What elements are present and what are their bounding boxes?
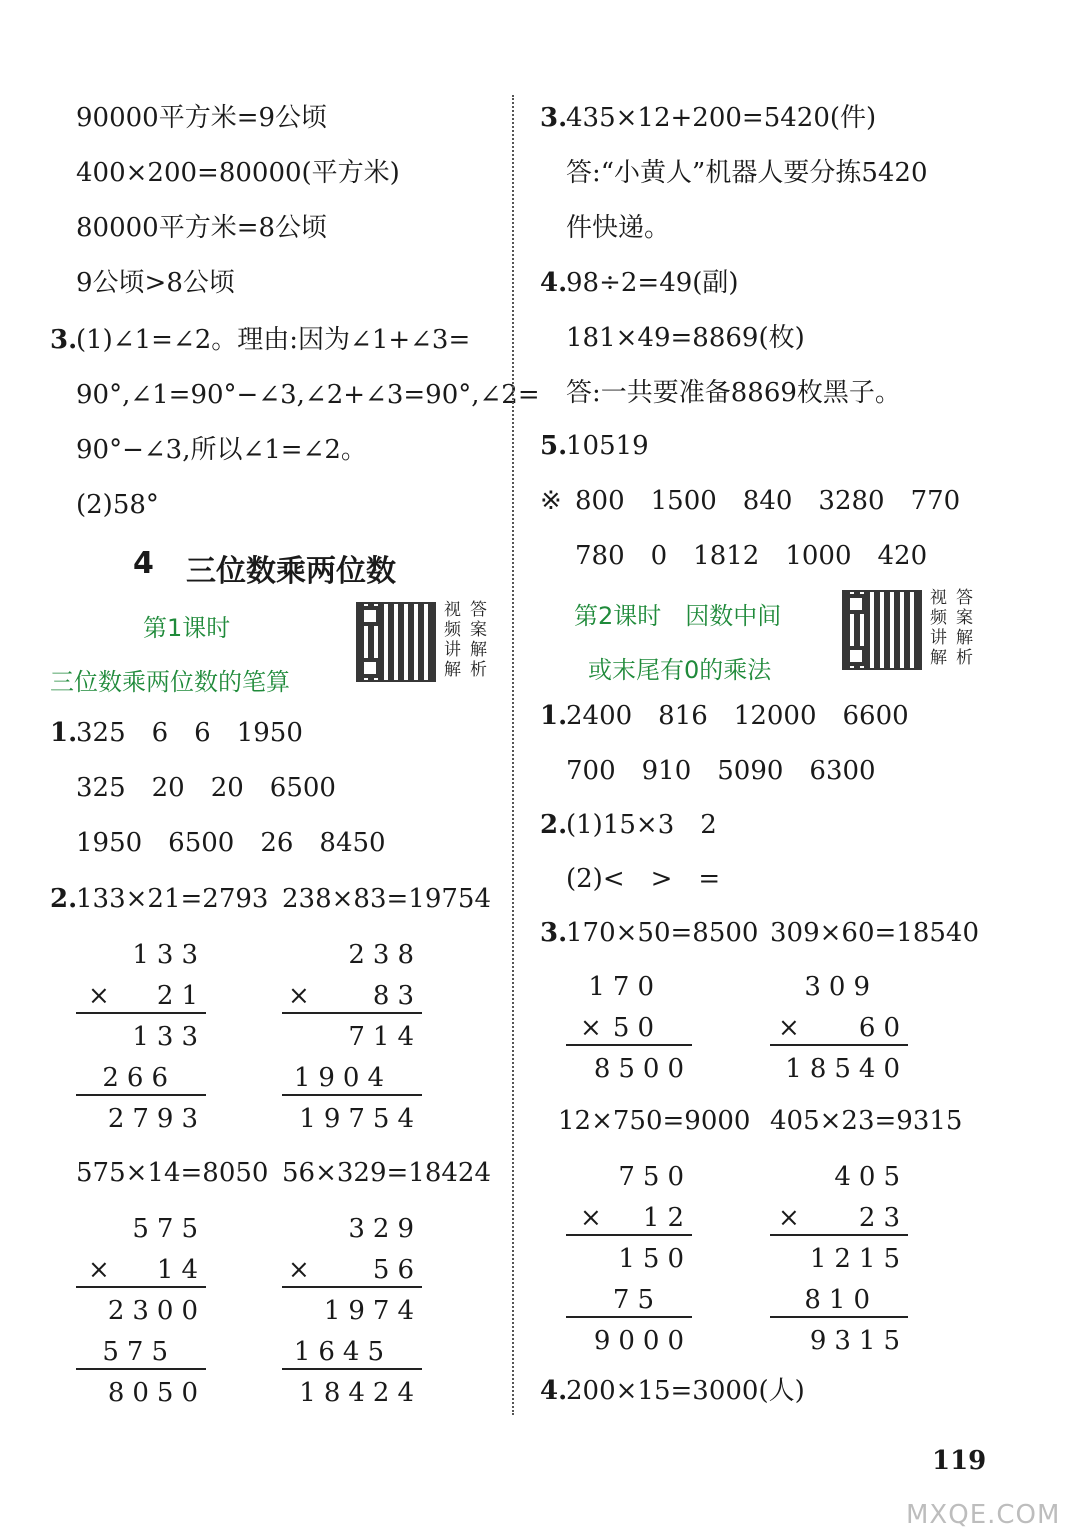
times-sign: ×	[580, 1013, 602, 1043]
product: 8050	[107, 1378, 206, 1408]
partial-product: 2300	[107, 1296, 206, 1326]
product: 18540	[785, 1054, 908, 1084]
equation: 200×15=3000(人)	[566, 1376, 805, 1406]
text-line: 90000平方米=9公顷	[76, 103, 328, 133]
answer-row: 1950 6500 26 8450	[76, 828, 386, 858]
question-number: 4.	[540, 1376, 568, 1406]
vertical-calculation	[282, 1214, 422, 1408]
multiplicand: 575	[132, 1214, 206, 1244]
multiplicand: 309	[804, 972, 878, 1002]
equation: 181×49=8869(枚)	[566, 323, 805, 353]
multiplier: 14	[156, 1255, 206, 1285]
text-line: 400×200=80000(平方米)	[76, 158, 400, 188]
rule	[770, 1044, 908, 1046]
answer-row: 325 6 6 1950	[76, 718, 303, 748]
rule	[770, 1316, 908, 1318]
rule	[282, 1368, 422, 1370]
times-sign: ×	[580, 1203, 602, 1233]
rule	[566, 1044, 692, 1046]
answer-row: 780 0 1812 1000 420	[575, 541, 928, 571]
rule	[282, 1012, 422, 1014]
partial-product: 150	[618, 1244, 692, 1274]
rule	[76, 1012, 206, 1014]
equation: 435×12+200=5420(件)	[566, 103, 877, 133]
extra-mark: ※	[540, 486, 562, 516]
answer-row: 700 910 5090 6300	[566, 756, 876, 786]
rule	[76, 1286, 206, 1288]
product: 18424	[299, 1378, 422, 1408]
times-sign: ×	[288, 1255, 310, 1285]
answer-row: (2)< > =	[566, 864, 721, 894]
rule	[282, 1286, 422, 1288]
multiplicand: 329	[348, 1214, 422, 1244]
equation: 56×329=18424	[282, 1158, 491, 1188]
question-number: 1.	[540, 701, 568, 731]
question-number: 2.	[50, 884, 78, 914]
partial-product: 1904	[293, 1063, 392, 1093]
equation: 405×23=9315	[770, 1106, 963, 1136]
equation: 238×83=19754	[282, 884, 491, 914]
equation: 133×21=2793	[76, 884, 269, 914]
times-sign: ×	[778, 1203, 800, 1233]
partial-product: 75	[612, 1285, 662, 1315]
multiplier: 12	[642, 1203, 692, 1233]
rule	[566, 1316, 692, 1318]
column-divider	[512, 95, 514, 1415]
question-number: 4.	[540, 268, 568, 298]
question-number: 3.	[540, 918, 568, 948]
section-title: 三位数乘两位数	[186, 554, 396, 589]
vertical-calculation	[566, 1162, 692, 1356]
text-line: 9公顷>8公顷	[76, 268, 235, 298]
text-line: 80000平方米=8公顷	[76, 213, 328, 243]
question-number: 3.	[50, 325, 78, 355]
vertical-calculation	[76, 940, 206, 1134]
multiplier: 83	[372, 981, 422, 1011]
question-number: 5.	[540, 431, 568, 461]
equation: 98÷2=49(副)	[566, 268, 739, 298]
rule	[770, 1234, 908, 1236]
multiplier: 56	[372, 1255, 422, 1285]
text-line: 90°,∠1=90°−∠3,∠2+∠3=90°,∠2=	[76, 380, 540, 410]
multiplier: 50	[612, 1013, 662, 1043]
page-number: 119	[932, 1446, 987, 1476]
answer-text: 答:一共要准备8869枚黑子。	[566, 378, 901, 408]
partial-product: 1974	[323, 1296, 422, 1326]
equation: 309×60=18540	[770, 918, 979, 948]
answer-text: 10519	[566, 431, 649, 461]
qr-label: 视频讲解	[930, 588, 947, 668]
answer-text: 答:“小黄人”机器人要分拣5420	[566, 158, 928, 188]
rule	[76, 1094, 206, 1096]
equation: 170×50=8500	[566, 918, 759, 948]
times-sign: ×	[288, 981, 310, 1011]
vertical-calculation	[76, 1214, 206, 1408]
partial-product: 266	[102, 1063, 176, 1093]
multiplier: 21	[156, 981, 206, 1011]
section-number: 4	[133, 546, 154, 581]
product: 8500	[593, 1054, 692, 1084]
vertical-calculation	[770, 972, 908, 1082]
product: 9315	[809, 1326, 908, 1356]
partial-product: 714	[348, 1022, 422, 1052]
rule	[566, 1234, 692, 1236]
answer-text: 件快递。	[566, 213, 671, 243]
product: 19754	[299, 1104, 422, 1134]
qr-label: 答案解析	[956, 588, 973, 668]
equation: 12×750=9000	[558, 1106, 751, 1136]
vertical-calculation	[282, 940, 422, 1134]
multiplicand: 133	[132, 940, 206, 970]
watermark: MXQE.COM	[906, 1500, 1061, 1530]
vertical-calculation	[566, 972, 692, 1082]
product: 2793	[107, 1104, 206, 1134]
multiplicand: 750	[618, 1162, 692, 1192]
partial-product: 810	[804, 1285, 878, 1315]
question-number: 2.	[540, 810, 568, 840]
times-sign: ×	[88, 1255, 110, 1285]
question-number: 3.	[540, 103, 568, 133]
answer-row: 2400 816 12000 6600	[566, 701, 909, 731]
answer-row: 325 20 20 6500	[76, 773, 336, 803]
rule	[282, 1094, 422, 1096]
multiplicand: 238	[348, 940, 422, 970]
text-line: 90°−∠3,所以∠1=∠2。	[76, 435, 367, 465]
question-number: 1.	[50, 718, 78, 748]
rule	[76, 1368, 206, 1370]
lesson-subtitle: 三位数乘两位数的笔算	[50, 668, 290, 696]
answer-row: (1)15×3 2	[566, 810, 717, 840]
partial-product: 133	[132, 1022, 206, 1052]
multiplicand: 405	[834, 1162, 908, 1192]
partial-product: 1645	[293, 1337, 392, 1367]
lesson-title: 第1课时	[143, 614, 231, 642]
qr-label: 答案解析	[470, 600, 487, 680]
answer-row: 800 1500 840 3280 770	[575, 486, 961, 516]
times-sign: ×	[88, 981, 110, 1011]
qr-label: 视频讲解	[444, 600, 461, 680]
equation: 575×14=8050	[76, 1158, 269, 1188]
text-line: (1)∠1=∠2。理由:因为∠1+∠3=	[76, 325, 471, 355]
lesson-subtitle: 或末尾有0的乘法	[588, 656, 772, 684]
times-sign: ×	[778, 1013, 800, 1043]
partial-product: 575	[102, 1337, 176, 1367]
vertical-calculation	[770, 1162, 908, 1356]
text-line: (2)58°	[76, 490, 159, 520]
multiplicand: 170	[588, 972, 662, 1002]
qr-code[interactable]	[356, 602, 436, 682]
partial-product: 1215	[809, 1244, 908, 1274]
lesson-title: 第2课时 因数中间	[574, 602, 782, 630]
multiplier: 60	[858, 1013, 908, 1043]
product: 9000	[593, 1326, 692, 1356]
qr-code[interactable]	[842, 590, 922, 670]
multiplier: 23	[858, 1203, 908, 1233]
